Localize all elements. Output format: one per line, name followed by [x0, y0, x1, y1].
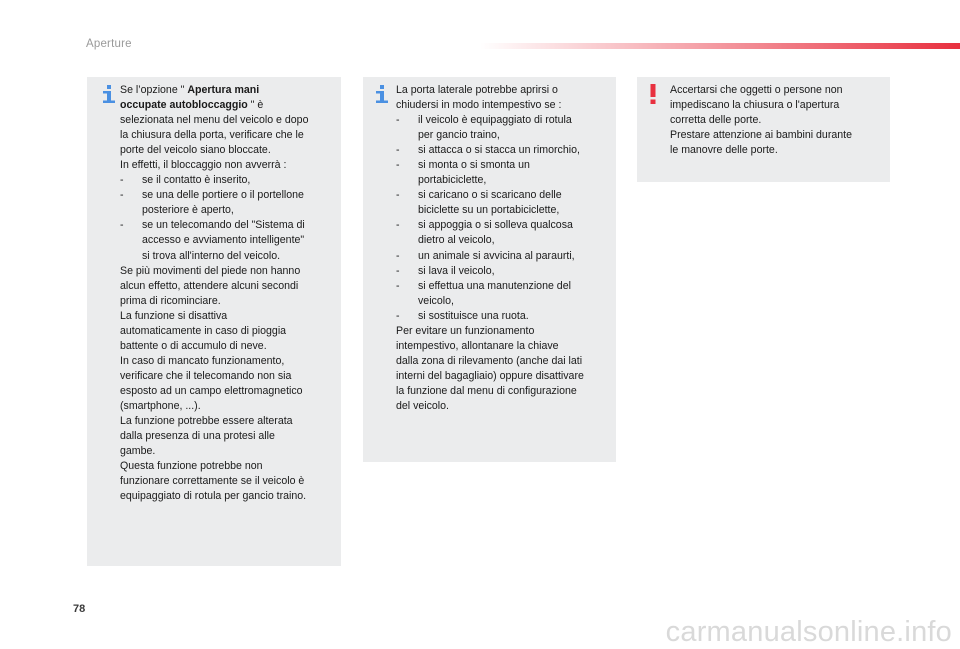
list-dash: -	[120, 219, 124, 232]
list-item-text	[418, 264, 610, 279]
text-line: per gancio traino,	[418, 129, 500, 142]
list-item	[396, 249, 610, 264]
text-line: dalla presenza di una protesi alle	[120, 430, 275, 443]
info-note-box-hands-free	[87, 77, 341, 566]
list-item	[396, 143, 610, 158]
text-line: verificare che il telecomando non sia	[120, 369, 292, 382]
text-line: veicolo,	[418, 294, 454, 307]
text-line: si lava il veicolo,	[418, 264, 495, 277]
text-line: automaticamente in caso di pioggia	[120, 324, 287, 337]
list-dash: -	[396, 144, 400, 157]
bold-option-name: Apertura mani	[187, 84, 260, 96]
text-line: portabiciclette,	[418, 174, 487, 187]
text-line: Prestare attenzione ai bambini durante	[670, 129, 852, 142]
text-line: si sostituisce una ruota.	[418, 309, 529, 322]
watermark: carmanualsonline.info	[665, 616, 952, 648]
list-item-text	[142, 188, 335, 218]
text-line: prima di ricominciare.	[120, 294, 221, 307]
text-line: intempestivo, allontanare la chiave	[396, 339, 559, 352]
text-line: se il contatto è inserito,	[142, 174, 251, 187]
list-item-text	[418, 158, 610, 188]
text-line: battente o di accumulo di neve.	[120, 339, 267, 352]
list-dash: -	[396, 279, 400, 292]
text-line: funzionare correttamente se il veicolo è	[120, 475, 305, 488]
text-line: equipaggiato di rotula per gancio traino.	[120, 490, 307, 503]
text-line: accesso e avviamento intelligente"	[142, 234, 305, 247]
text-line: selezionata nel menu del veicolo e dopo	[120, 114, 309, 127]
list-item	[396, 309, 610, 324]
list-item-text	[418, 249, 610, 264]
text-line: se una delle portiere o il portellone	[142, 189, 304, 202]
note-text	[396, 83, 610, 414]
list-item	[120, 173, 335, 188]
text-line: In caso di mancato funzionamento,	[120, 354, 285, 367]
text-line: dietro al veicolo,	[418, 234, 495, 247]
list-item	[396, 158, 610, 188]
text-line: la funzione dal menu di configurazione	[396, 384, 577, 397]
list-item	[120, 218, 335, 263]
text-line: si caricano o si scaricano delle	[418, 189, 562, 202]
text-line: La funzione potrebbe essere alterata	[120, 415, 293, 428]
list-dash: -	[396, 114, 400, 127]
list-dash: -	[120, 189, 124, 202]
text-line: porte del veicolo siano bloccate.	[120, 144, 271, 157]
list-item-text	[418, 279, 610, 309]
text-line: posteriore è aperto,	[142, 204, 234, 217]
text-line: si appoggia o si solleva qualcosa	[418, 219, 573, 232]
text-line: se un telecomando del "Sistema di	[142, 219, 305, 232]
text-line: Per evitare un funzionamento	[396, 324, 535, 337]
text-line	[120, 98, 335, 113]
list-dash: -	[396, 309, 400, 322]
page-number: 78	[73, 603, 86, 615]
text-line: si trova all'interno del veicolo.	[142, 249, 281, 262]
info-note-box-side-door	[363, 77, 616, 462]
text-line: la chiusura della porta, verificare che le	[120, 129, 304, 142]
list-dash: -	[396, 159, 400, 172]
text-line: (smartphone, ...).	[120, 399, 201, 412]
text-run: Se l’opzione "	[120, 84, 188, 96]
text-line: dalla zona di rilevamento (anche dai lati	[396, 354, 583, 367]
list-dash: -	[396, 219, 400, 232]
text-line	[120, 83, 335, 98]
text-line: chiudersi in modo intempestivo se :	[396, 99, 562, 112]
list-item-text	[142, 218, 335, 263]
text-line: alcun effetto, attendere alcuni secondi	[120, 279, 299, 292]
warning-note-box	[637, 77, 890, 182]
bold-option-name: occupate autobloccaggio	[120, 99, 248, 112]
text-line: si attacca o si stacca un rimorchio,	[418, 144, 580, 157]
text-line: biciclette su un portabiciclette,	[418, 204, 560, 217]
list-dash: -	[120, 174, 124, 187]
text-line: il veicolo è equipaggiato di rotula	[418, 114, 572, 127]
list-item-text	[418, 309, 610, 324]
text-line: esposto ad un campo elettromagnetico	[120, 384, 303, 397]
text-line: Se più movimenti del piede non hanno	[120, 264, 301, 277]
warning-exclamation-icon	[644, 85, 662, 103]
text-line: si monta o si smonta un	[418, 159, 530, 172]
text-line: In effetti, il bloccaggio non avverrà :	[120, 159, 287, 172]
text-line: gambe.	[120, 445, 156, 458]
list-item	[396, 279, 610, 309]
header-accent-bar	[480, 43, 960, 49]
text-line: un animale si avvicina al paraurti,	[418, 249, 575, 262]
note-text	[120, 83, 335, 504]
list-dash: -	[396, 249, 400, 262]
text-line: La porta laterale potrebbe aprirsi o	[396, 84, 558, 96]
text-line: La funzione si disattiva	[120, 309, 228, 322]
text-line: Accertarsi che oggetti o persone non	[670, 84, 843, 96]
list-item	[396, 188, 610, 218]
text-line: Questa funzione potrebbe non	[120, 460, 263, 473]
text-line: interni del bagagliaio) oppure disattivare	[396, 369, 584, 382]
list-item	[396, 113, 610, 143]
list-dash: -	[396, 189, 400, 202]
header-title: Aperture	[86, 38, 132, 50]
text-line: le manovre delle porte.	[670, 144, 778, 157]
note-text	[670, 83, 884, 158]
info-icon	[373, 85, 391, 103]
text-run: " è	[247, 99, 264, 112]
list-item-text	[142, 173, 335, 188]
text-line: del veicolo.	[396, 399, 449, 412]
list-item	[396, 218, 610, 248]
list-item-text	[418, 143, 610, 158]
list-item-text	[418, 188, 610, 218]
text-line: si effettua una manutenzione del	[418, 279, 571, 292]
info-icon	[100, 85, 118, 103]
list-dash: -	[396, 264, 400, 277]
list-item	[396, 264, 610, 279]
list-item	[120, 188, 335, 218]
list-item-text	[418, 113, 610, 143]
list-item-text	[418, 218, 610, 248]
text-line: corretta delle porte.	[670, 114, 762, 127]
text-line: impediscano la chiusura o l'apertura	[670, 99, 840, 112]
